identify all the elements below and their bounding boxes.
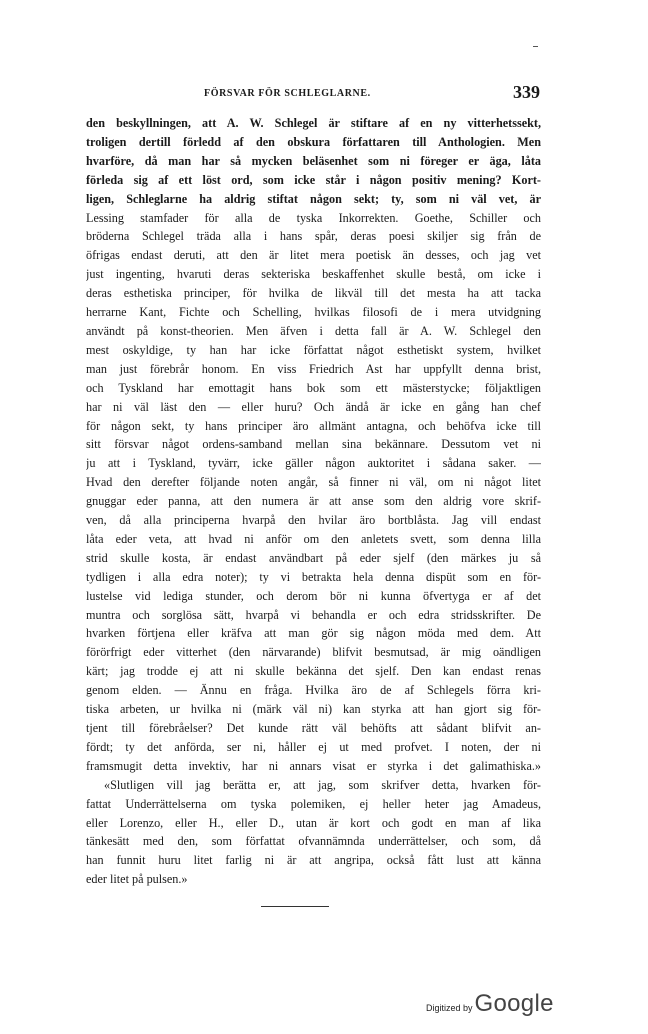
page-number: 339 [513, 82, 540, 102]
text-line: tydligen i alla edra noter); ty vi betrakta hela denna dispüt som en för- [86, 569, 541, 584]
text-line: Lessing stamfader för alla de tyska Inkorrekten. Goethe, Schiller och [86, 210, 541, 225]
text-line: och Tyskland har emottagit hans bok som ett mästerstycke; följaktligen [86, 380, 541, 395]
text-line: Hvad den derefter följande noten angår, så finner ni väl, om ni något litet [86, 475, 541, 490]
text-line: eder litet på pulsen.» [86, 872, 188, 887]
text-line: hvarken förtjena eller kräfva att man gör sig någon möda med dem. Att [86, 626, 541, 641]
text-line: muntra och sorglösa sätt, hvarpå vi behandla er och edra stridsskrifter. De [86, 607, 541, 622]
text-line: framsmugit detta invektiv, har ni annars visat er styrka i det galimathiska.» [86, 758, 541, 773]
text-line: har ni väl läst den — eller huru? Och ändå är icke en gång han chef [86, 399, 541, 414]
text-line: fördt; ty det anförda, ser ni, håller ej ut med profvet. I noten, der ni [86, 739, 541, 754]
text-line: låta eder veta, att hvad ni anför om den anletets svett, som denna lilla [86, 531, 541, 546]
text-line: genom elden. — Ännu en fråga. Hvilka äro de af Schlegels förra kri- [86, 683, 541, 698]
text-line: förleda sig af ett löst ord, som icke står i någon positiv mening? Kort- [86, 172, 541, 187]
text-line: man just förebrår honom. En viss Friedrich Ast har uppfyllt denna brist, [86, 361, 541, 376]
text-line: för någon sekt, ty hans principer äro allmänt antagna, och behöfva icke till [86, 418, 541, 433]
text-line: deras esthetiska principer, för hvilka de likväl till det mesta ha att tacka [86, 286, 541, 301]
text-line: just ingenting, hvaruti deras sekteriska beskaffenhet skulle bestå, om icke i [86, 267, 541, 282]
text-line: ven, då alla principerna hvarpå den hvilar äro bortblåsta. Jag vill endast [86, 513, 541, 528]
text-line: öfrigas endast deruti, att den är litet mera poetisk än desses, och jag vet [86, 248, 541, 263]
text-line: herrarne Kant, Fichte och Schelling, hvilkas filosofi de i mera utvidgning [86, 305, 541, 320]
google-logo: Google [474, 990, 554, 1017]
digitized-label: Digitized by [426, 1003, 473, 1013]
text-line: lustelse vid lediga stunder, och derom bör ni kunna öfvertyga er af det [86, 588, 541, 603]
body-text [86, 114, 541, 889]
text-line: den beskyllningen, att A. W. Schlegel är stiftare af en ny vitterhetssekt, [86, 116, 541, 130]
text-line: sitt försvar något ordens-samband mellan sina bekännare. Dessutom vet ni [86, 437, 541, 452]
section-rule [261, 906, 329, 907]
text-line: bröderna Schlegel träda alla i hans spår, deras poesi skiljer sig från de [86, 229, 541, 244]
text-line: användt på konst-theorien. Men äfven i detta fall är A. W. Schlegel den [86, 323, 541, 338]
margin-mark [533, 46, 538, 47]
text-line: «Slutligen vill jag berätta er, att jag, som skrifver detta, hvarken för- [104, 777, 541, 792]
text-line: kärt; jag trodde ej att ni skulle bekänna det sjelf. Den kan endast renas [86, 664, 541, 679]
text-line: tänkesätt med den, som författat ofvannämnda underrättelser, och som, då [86, 834, 541, 849]
text-line: mest oskyldige, ty han har icke författat något esthetiskt system, hvilket [86, 342, 541, 357]
text-line: ju att i Tyskland, tyvärr, icke gäller någon auktoritet i sådana saker. — [86, 456, 541, 471]
running-title: FÖRSVAR FÖR SCHLEGLARNE. [204, 88, 371, 99]
text-line: strid skulle kosta, är endast användbart på eder sjelf (den märkes ju så [86, 550, 541, 565]
text-line: hvarföre, då man har så mycken beläsenhet som ni föreger er äga, låta [86, 153, 541, 168]
text-line: han funnit huru litet farlig ni är att angripa, också fått lust att känna [86, 853, 541, 868]
text-line: troligen dertill förledd af den obskura författaren till Anthologien. Men [86, 134, 541, 149]
text-line: ligen, Schleglarne ha aldrig stiftat någon sekt; ty, som ni väl vet, är [86, 191, 541, 206]
text-line: gnuggar eder panna, att den numera är att anse som den aldrig vore skrif- [86, 494, 541, 509]
digitization-watermark [426, 990, 554, 1018]
page-header [86, 82, 544, 104]
text-line: tjent till förebråelser? Det kunde rätt väl behöfts att sådant blifvit an- [86, 721, 541, 735]
text-line: tiska arbeten, ur hvilka ni (märk väl ni) kan styrka att han gjort sig för- [86, 702, 541, 717]
text-line: eller Lorenzo, eller H., eller D., utan är kort och godt en man af lika [86, 815, 541, 830]
text-line: fattat Underrättelserna om tyska polemiken, ej heller heter jag Amadeus, [86, 796, 541, 811]
text-line: förörfrigt eder vitterhet (den närvarande) blifvit besmutsad, är mig oändligen [86, 645, 541, 660]
